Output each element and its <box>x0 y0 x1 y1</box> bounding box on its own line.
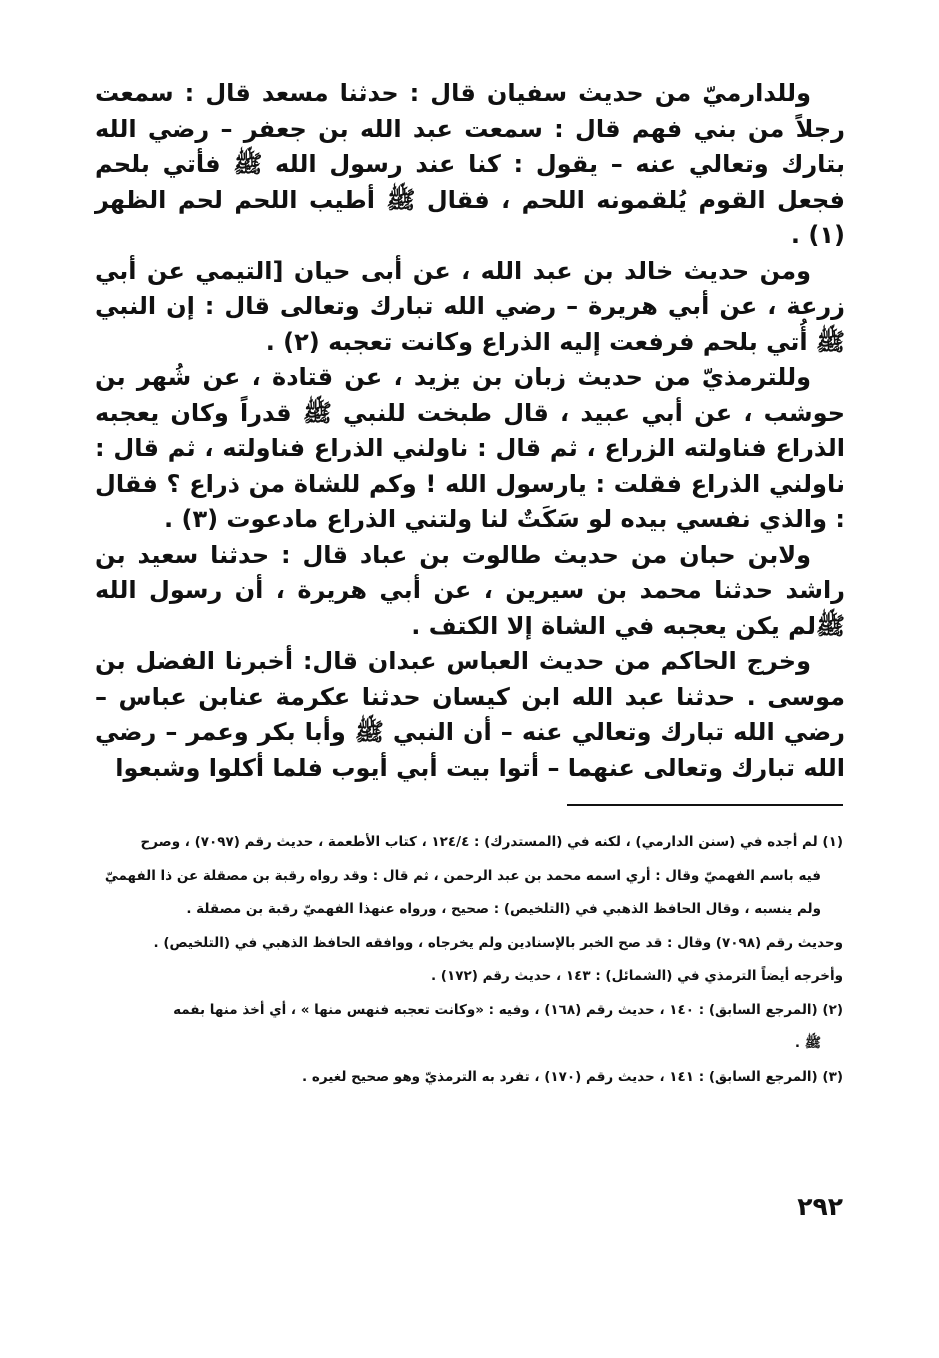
footnote-line: (٢) (المرجع السابق) : ١٤٠ ، حديث رقم (١٦٨) ، وفيه : «وكانت تعجبه فنهس منها » ، أي أخذ منها بفمه <box>173 1001 843 1018</box>
paragraph-tirmidhi: وللترمذيّ من حديث زبان بن يزيد ، عن قتادة ، عن شُهر بن حوشب ، عن أبي عبيد ، قال طبخت للنبي ﷺ قدراً وكان يعجبه الذراع فناولته الزراع ، ثم قال : ناولني الذراع فناولته ، ثم قال : ناولني الذراع فقلت : يارسول الله ! وكم للشاة من ذراع ؟ فقال : والذي نفسي بيده لو سَكَتٌ لنا ولتني الذراع مادعوت (٣) . <box>95 363 845 533</box>
paragraph-darimi: وللدارميّ من حديث سفيان قال : حدثنا مسعد قال : سمعت رجلاً من بني فهم قال : سمعت عبد الله بن جعفر – رضي الله بتارك وتعالي عنه – يقول : كنا عند رسول الله ﷺ فأتي بلحم فجعل القوم يُلقمونه اللحم ، فقال ﷺ أطيب اللحم لحم الظهر (١) . <box>95 79 845 249</box>
footnote-line: فيه باسم الفهميّ وقال : أري اسمه محمد بن عبد الرحمن ، ثم قال : وقد رواه رقبة بن مصقلة عن ذا الفهميّ <box>104 867 821 884</box>
footnote-divider <box>567 804 843 806</box>
footnote-line: ﷺ . <box>794 1035 821 1051</box>
footnote-line: ولم ينسبه ، وقال الحافظ الذهبي في (التلخيص) : صحيح ، ورواه عنهذا الفهميّ رقبة بن مصقلة . <box>186 901 821 917</box>
paragraph-khalid: ومن حديث خالد بن عبد الله ، عن أبى حيان [التيمي عن أبي زرعة ، عن أبي هريرة – رضي الله تبارك وتعالى قال : إن النبي ﷺ أُتي بلحم فرفعت إليه الذراع وكانت تعجبه (٢) . <box>95 256 845 356</box>
footnote-line: وحديث رقم (٧٠٩٨) وقال : قد صح الخبر بالإسنادين ولم يخرجاه ، ووافقه الحافظ الذهبي في (التلخيص) . <box>153 934 843 951</box>
page-number: ٢٩٢ <box>797 1192 843 1221</box>
main-text <box>95 76 845 786</box>
paragraph-ibn-hibban: ولابن حبان من حديث طالوت بن عباد قال : حدثنا سعيد بن راشد حدثنا محمد بن سيرين ، عن أبي هريرة ، أن رسول الله ﷺلم يكن يعجبه في الشاة إلا الكتف . <box>95 540 845 640</box>
footnote-line: (٣) (المرجع السابق) : ١٤١ ، حديث رقم (١٧٠) ، تفرد به الترمذيّ وهو صحيح لغيره . <box>302 1068 843 1085</box>
footnotes <box>95 826 843 1094</box>
footnote-line: وأخرجه أيضاً الترمذي في (الشمائل) : ١٤٣ ، حديث رقم (١٧٢) . <box>430 968 843 984</box>
footnote-line: (١) لم أجده في (سنن الدارمي) ، لكنه في (المستدرك) : ١٢٤/٤ ، كتاب الأطعمة ، حديث رقم (٧٠٩٧) ، وصرح <box>140 834 843 850</box>
paragraph-hakim: وخرج الحاكم من حديث العباس عبدان قال: أخبرنا الفضل بن موسى . حدثنا عبد الله ابن كيسان حدثنا عكرمة عنابن عباس –رضي الله تبارك وتعالي عنه – أن النبي ﷺ وأبا بكر وعمر – رضي الله تبارك وتعالى عنهما – أتوا بيت أبي أيوب فلما أكلوا وشبعوا <box>95 647 845 782</box>
